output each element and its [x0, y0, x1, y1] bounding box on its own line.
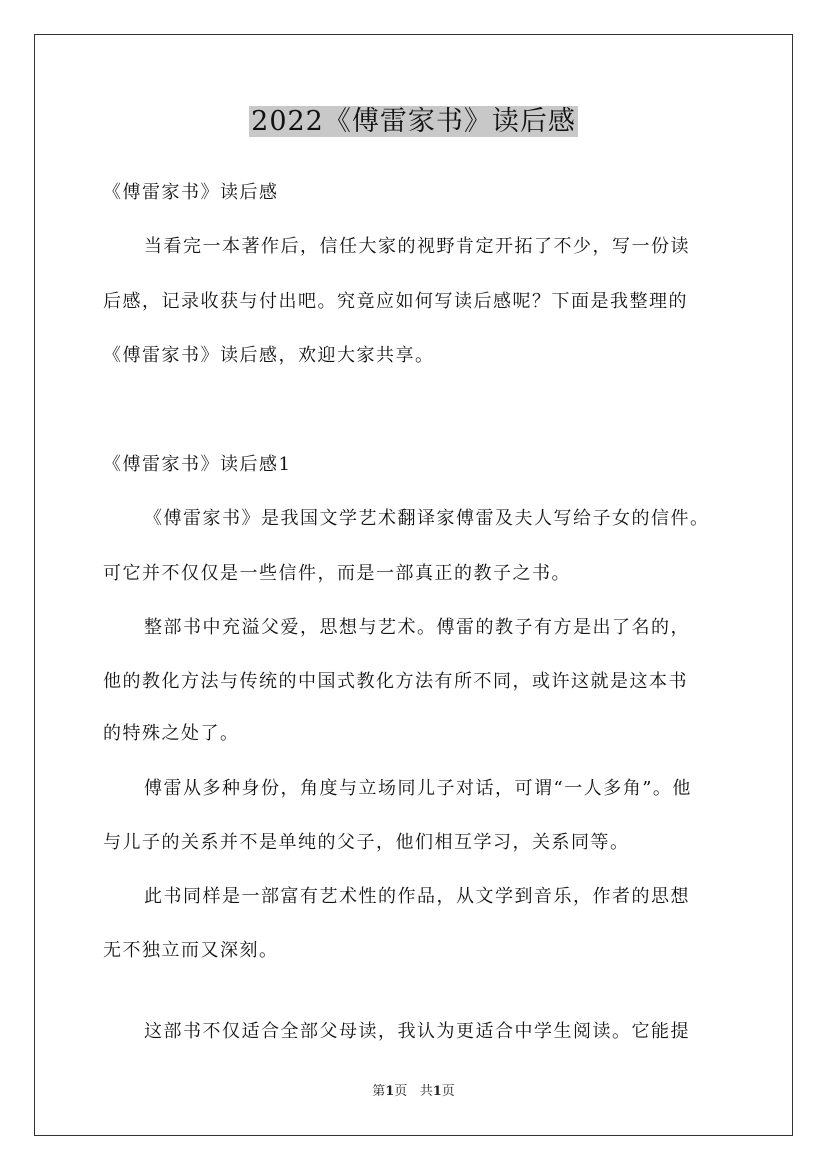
paragraph-2-line-1: 整部书中充溢父爱，思想与艺术。傅雷的教子有方是出了名的，	[144, 617, 690, 638]
paragraph-1-line-2: 可它并不仅仅是一些信件，而是一部真正的教子之书。	[103, 563, 571, 584]
paragraph-2-line-3: 的特殊之处了。	[103, 723, 240, 744]
paragraph-5-line-1: 这部书不仅适合全部父母读，我认为更适合中学生阅读。它能提	[144, 1021, 690, 1042]
paragraph-4-line-2: 无不独立而又深刻。	[103, 940, 279, 961]
paragraph-3-line-1: 傅雷从多种身份，角度与立场同儿子对话，可谓“一人多角”。他	[144, 778, 692, 799]
page-footer	[0, 1083, 827, 1101]
paragraph-4-line-1: 此书同样是一部富有艺术性的作品，从文学到音乐，作者的思想	[144, 886, 690, 907]
intro-line-3: 《傅雷家书》读后感，欢迎大家共享。	[103, 345, 435, 366]
document-title	[0, 100, 827, 144]
page-label-prefix: 第	[372, 1084, 386, 1099]
document-title-text: 2022《傅雷家书》读后感	[251, 106, 576, 137]
paragraph-2-line-2: 他的教化方法与传统的中国式教化方法有所不同，或许这就是这本书	[103, 671, 688, 692]
section-heading: 《傅雷家书》读后感1	[103, 454, 292, 475]
paragraph-3-line-2: 与儿子的关系并不是单纯的父子，他们相互学习，关系同等。	[103, 832, 630, 853]
page-number: 1	[385, 1084, 395, 1099]
article-heading: 《傅雷家书》读后感	[103, 182, 279, 203]
total-label-suffix: 页	[441, 1084, 455, 1099]
intro-line-2: 后感，记录收获与付出吧。究竟应如何写读后感呢？下面是我整理的	[103, 291, 688, 312]
page-label-suffix: 页	[394, 1084, 408, 1099]
total-pages: 1	[432, 1084, 442, 1099]
total-label-prefix: 共	[419, 1084, 433, 1099]
intro-line-1: 当看完一本著作后，信任大家的视野肯定开拓了不少，写一份读	[144, 236, 690, 257]
paragraph-1-line-1: 《傅雷家书》是我国文学艺术翻译家傅雷及夫人写给子女的信件。	[144, 508, 710, 529]
